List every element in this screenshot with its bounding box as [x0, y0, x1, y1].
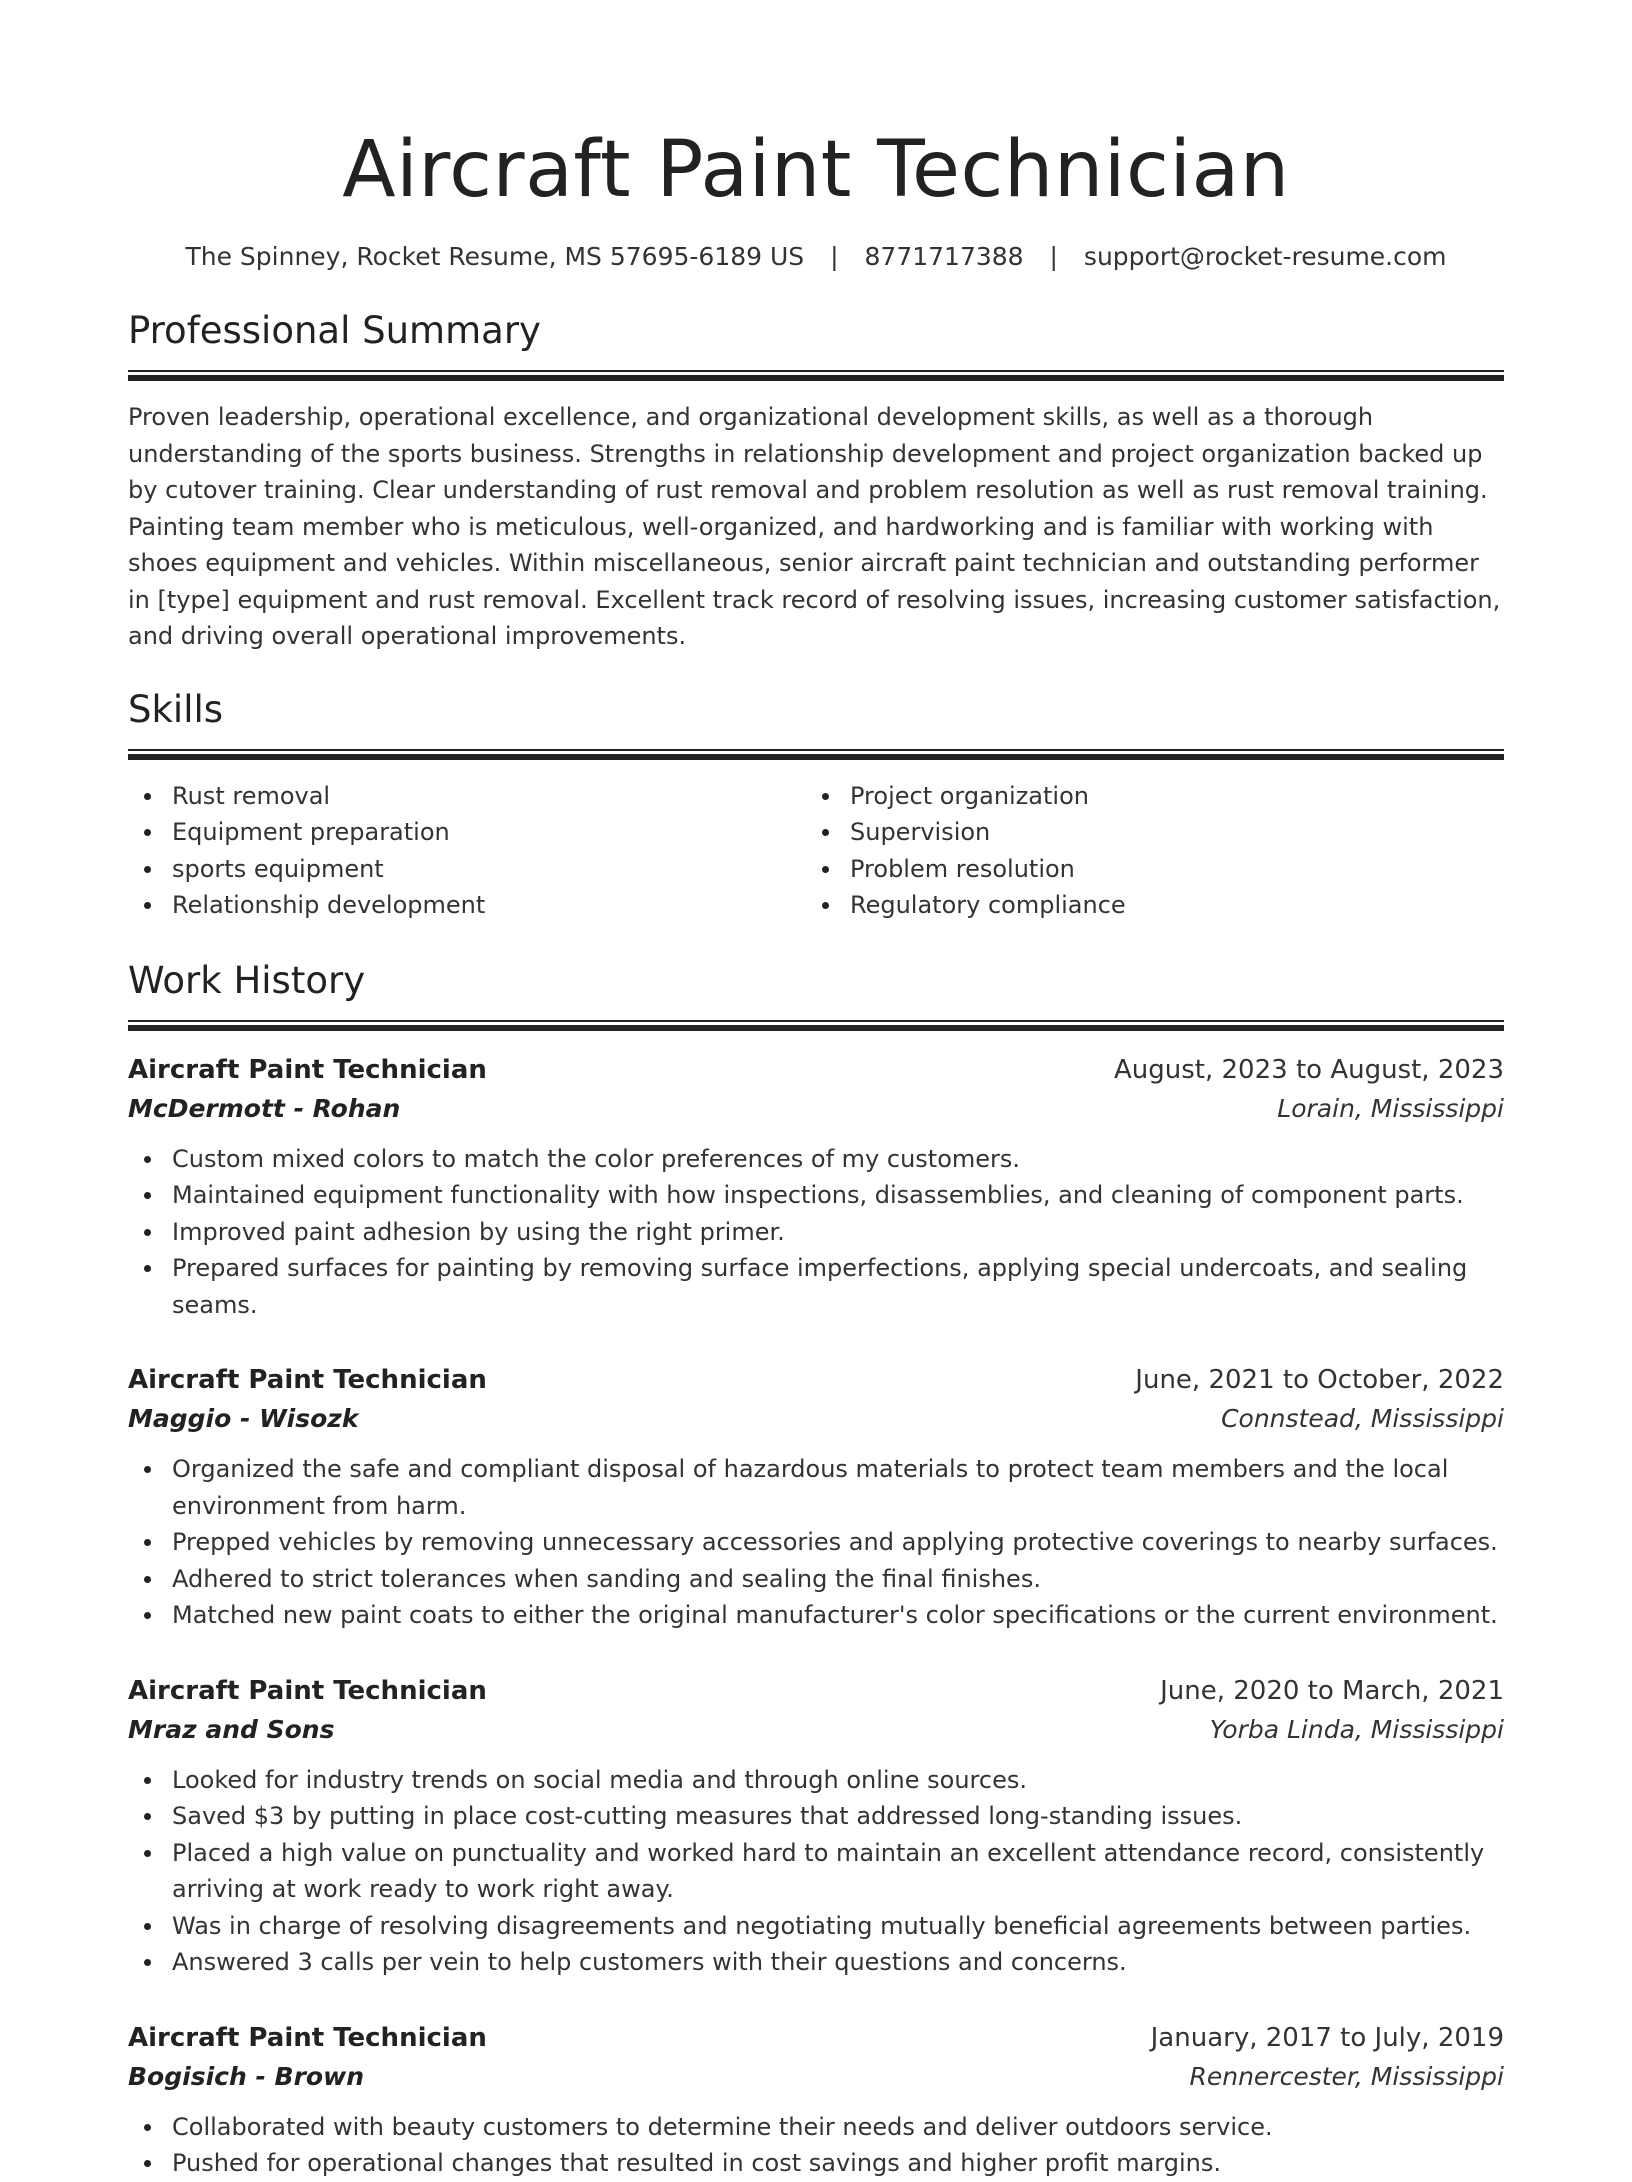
job-company-row — [128, 2057, 1504, 2097]
professional-summary-section — [128, 306, 1504, 655]
job-bullet: Answered 3 calls per vein to help customers with their questions and concerns. — [172, 1944, 1504, 1981]
job-bullet: Organized the safe and compliant disposal of hazardous materials to protect team members and the local environment from harm. — [172, 1451, 1504, 1524]
job-bullet: Was in charge of resolving disagreements and negotiating mutually beneficial agreements between parties. — [172, 1908, 1504, 1945]
skill-item: Project organization — [850, 778, 1484, 815]
job-dates: January, 2017 to July, 2019 — [1150, 2022, 1504, 2053]
job-entry — [128, 1361, 1504, 1634]
job-company-row — [128, 1399, 1504, 1439]
job-bullet: Matched new paint coats to either the original manufacturer's color specifications or the current environment. — [172, 1597, 1504, 1634]
job-bullet: Custom mixed colors to match the color preferences of my customers. — [172, 1141, 1504, 1178]
job-title: Aircraft Paint Technician — [128, 1054, 487, 1085]
skills-list-left — [128, 778, 806, 924]
job-company: Mraz and Sons — [128, 1714, 335, 1744]
job-dates: August, 2023 to August, 2023 — [1114, 1054, 1504, 1085]
job-company: Bogisich - Brown — [128, 2061, 364, 2091]
work-history-section — [128, 956, 1504, 2182]
skill-item: Supervision — [850, 814, 1484, 851]
job-bullet: Saved $3 by putting in place cost-cutting measures that addressed long-standing issues. — [172, 1798, 1504, 1835]
skill-item: Regulatory compliance — [850, 887, 1484, 924]
job-bullet: Adhered to strict tolerances when sanding and sealing the final finishes. — [172, 1561, 1504, 1598]
skills-section — [128, 685, 1504, 924]
job-bullet: Prepped vehicles by removing unnecessary accessories and applying protective coverings to nearby surfaces. — [172, 1524, 1504, 1561]
section-divider — [128, 1020, 1504, 1031]
job-bullet: Looked for industry trends on social media and through online sources. — [172, 1762, 1504, 1799]
job-dates: June, 2020 to March, 2021 — [1160, 1675, 1504, 1706]
job-entry — [128, 2019, 1504, 2182]
job-location: Lorain, Mississippi — [1277, 1093, 1504, 1123]
job-entry — [128, 1672, 1504, 1981]
job-company-row — [128, 1710, 1504, 1750]
job-title: Aircraft Paint Technician — [128, 1675, 487, 1706]
job-dates: June, 2021 to October, 2022 — [1135, 1365, 1504, 1395]
job-bullets — [128, 1451, 1504, 1634]
skills-list-right — [806, 778, 1484, 924]
job-bullet: Collaborated with beauty customers to determine their needs and deliver outdoors service. — [172, 2109, 1504, 2146]
job-header-row — [128, 1361, 1504, 1399]
job-title: Aircraft Paint Technician — [128, 1365, 487, 1395]
section-divider — [128, 749, 1504, 760]
job-bullet: Pushed for operational changes that resulted in cost savings and higher profit margins. — [172, 2145, 1504, 2182]
job-bullets — [128, 1762, 1504, 1981]
skill-item: sports equipment — [172, 851, 806, 888]
job-entry — [128, 1051, 1504, 1324]
job-location: Yorba Linda, Mississippi — [1209, 1714, 1504, 1744]
job-title: Aircraft Paint Technician — [128, 2022, 487, 2053]
job-company: McDermott - Rohan — [128, 1093, 401, 1123]
section-divider — [128, 370, 1504, 381]
job-location: Rennercester, Mississippi — [1189, 2061, 1504, 2091]
contact-address: The Spinney, Rocket Resume, MS 57695-6189 US — [185, 242, 805, 271]
contact-phone: 8771717388 — [864, 242, 1024, 271]
job-header-row — [128, 2019, 1504, 2057]
job-bullets — [128, 2109, 1504, 2182]
job-bullet: Prepared surfaces for painting by removing surface imperfections, applying special undercoats, and sealing seams. — [172, 1250, 1504, 1323]
resume-page — [128, 0, 1504, 2182]
contact-separator: | — [1049, 242, 1058, 271]
summary-text: Proven leadership, operational excellence, and organizational development skills, as well as a thorough understanding of the sports business. Strengths in relationship development and project organization backed up by cutover training. Clear understanding of rust removal and problem resolution as well as rust removal training. Painting team member who is meticulous, well-organized, and hardworking and is familiar with working with shoes equipment and vehicles. Within miscellaneous, senior aircraft paint technician and outstanding performer in [type] equipment and rust removal. Excellent track record of resolving issues, increasing customer satisfaction, and driving overall operational improvements. — [128, 403, 1501, 650]
job-company-row — [128, 1089, 1504, 1129]
job-bullet: Placed a high value on punctuality and worked hard to maintain an excellent attendance record, consistently arriving at work ready to work right away. — [172, 1835, 1504, 1908]
skill-item: Relationship development — [172, 887, 806, 924]
contact-separator: | — [830, 242, 839, 271]
candidate-name: Aircraft Paint Technician — [342, 125, 1290, 215]
job-header-row — [128, 1051, 1504, 1089]
skill-item: Rust removal — [172, 778, 806, 815]
section-title-skills: Skills — [128, 687, 224, 731]
section-title-work: Work History — [128, 958, 366, 1002]
job-bullet: Maintained equipment functionality with how inspections, disassemblies, and cleaning of component parts. — [172, 1177, 1504, 1214]
skill-item: Equipment preparation — [172, 814, 806, 851]
job-header-row — [128, 1672, 1504, 1710]
job-bullets — [128, 1141, 1504, 1324]
contact-line — [128, 240, 1504, 274]
job-company: Maggio - Wisozk — [128, 1404, 359, 1433]
section-title-summary: Professional Summary — [128, 309, 541, 352]
job-bullet: Improved paint adhesion by using the right primer. — [172, 1214, 1504, 1251]
skill-item: Problem resolution — [850, 851, 1484, 888]
contact-email: support@rocket-resume.com — [1083, 242, 1447, 271]
skills-grid — [128, 778, 1504, 924]
job-location: Connstead, Mississippi — [1221, 1404, 1504, 1433]
